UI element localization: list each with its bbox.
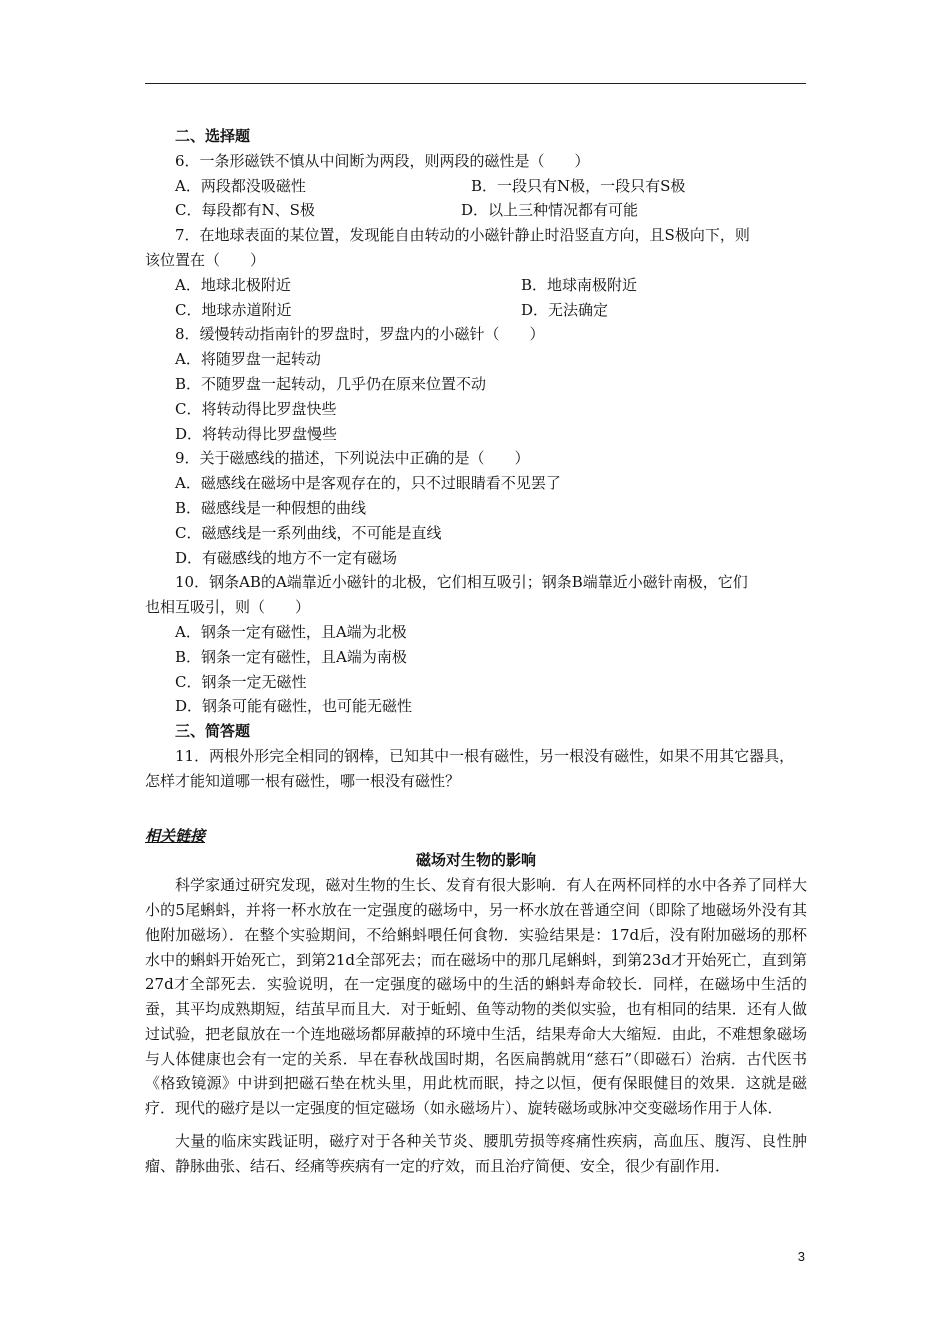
option-c: C．地球赤道附近 [175, 300, 292, 319]
article-paragraph-1: 科学家通过研究发现，磁对生物的生长、发育有很大影响．有人在两杯同样的水中各养了同样大小的5尾蝌蚪，并将一杯水放在一定强度的磁场中，另一杯水放在普通空间（即除了地磁场外没有其他附加磁场）．在整个实验期间，不给蝌蚪喂任何食物．实验结果是：17d后，没有附加磁场的那杯水中的蝌蚪开始死亡，到第21d全部死去；而在磁场中的那几尾蝌蚪，到第23d才开始死亡，直到第27d才全部死去．实验说明，在一定强度的磁场中的生活的蝌蚪寿命较长．同样，在磁场中生活的蚕，其平均成熟期短，结茧早而且大．对于蚯蚓、鱼等动物的类似实验，也有相同的结果．还有人做过试验，把老鼠放在一个连地磁场都屏蔽掉的环境中生活，结果寿命大大缩短．由此，不难想象磁场与人体健康也会有一定的关系．早在春秋战国时期，名医扁鹊就用“慈石”（即磁石）治病．古代医书《格致镜源》中讲到把磁石垫在枕头里，用此枕而眠，持之以恒，便有保眼健目的效果．这就是磁疗．现代的磁疗是以一定强度的恒定磁场（如永磁场片）、旋转磁场或脉冲交变磁场作用于人体． [145, 876, 807, 1118]
option-a: A．地球北极附近 [175, 275, 291, 294]
option-b: B．不随罗盘一起转动，几乎仍在原来位置不动 [175, 374, 487, 393]
option-a: A．磁感线在磁场中是客观存在的，只不过眼睛看不见罢了 [175, 474, 561, 493]
article-title: 磁场对生物的影响 [415, 851, 536, 870]
option-d: D．钢条可能有磁性，也可能无磁性 [175, 697, 413, 716]
question-9-stem: 9．关于磁感线的描述，下列说法中正确的是（ ） [175, 449, 530, 468]
header-rule [145, 83, 806, 84]
question-6-options-row2 [145, 198, 807, 223]
option-c: C．每段都有N、S极 [175, 201, 315, 220]
option-c: C．磁感线是一系列曲线，不可能是直线 [175, 523, 442, 542]
question-8-stem: 8．缓慢转动指南针的罗盘时，罗盘内的小磁针（ ） [175, 325, 545, 344]
option-b: B．一段只有N极，一段只有S极 [471, 176, 686, 195]
question-7-stem-line1: 7．在地球表面的某位置，发现能自由转动的小磁针静止时沿竖直方向，且S极向下，则 [175, 226, 750, 245]
article-paragraph-2: 大量的临床实践证明，磁疗对于各种关节炎、腰肌劳损等疼痛性疾病，高血压、腹泻、良性肿瘤、静脉曲张、结石、经痛等疾病有一定的疗效，而且治疗简便、安全，很少有副作用． [145, 1132, 807, 1175]
page-number: 3 [797, 1249, 805, 1264]
related-links-heading: 相关链接 [145, 826, 206, 845]
question-7-options-row1 [145, 273, 807, 298]
option-b: B．钢条一定有磁性，且A端为南极 [175, 647, 407, 666]
page-content [145, 124, 807, 1179]
question-11-stem: 11．两根外形完全相同的钢棒，已知其中一根有磁性，另一根没有磁性，如果不用其它器具，怎样才能知道哪一根有磁性，哪一根没有磁性？ [145, 746, 795, 790]
option-d: D．有磁感线的地方不一定有磁场 [175, 548, 398, 567]
option-a: A．将随罗盘一起转动 [175, 350, 321, 369]
question-10-stem-line2: 也相互吸引，则（ ） [145, 598, 311, 617]
option-c: C．将转动得比罗盘快些 [175, 399, 337, 418]
option-b: B．磁感线是一种假想的曲线 [175, 498, 367, 517]
option-d: D．以上三种情况都有可能 [461, 201, 639, 220]
option-c: C．钢条一定无磁性 [175, 672, 307, 691]
section-title-choice: 二、选择题 [175, 127, 251, 145]
question-7-stem-line2: 该位置在（ ） [145, 250, 266, 269]
option-d: D．将转动得比罗盘慢些 [175, 424, 338, 443]
question-7-options-row2 [145, 298, 807, 323]
question-6-stem: 6．一条形磁铁不慎从中间断为两段，则两段的磁性是（ ） [175, 151, 590, 170]
question-10-stem-line1: 10．钢条AB的A端靠近小磁针的北极，它们相互吸引；钢条B端靠近小磁针南极，它们 [175, 573, 748, 592]
section-title-short-answer: 三、简答题 [175, 722, 251, 741]
option-a: A．钢条一定有磁性，且A端为北极 [175, 622, 407, 641]
option-b: B．地球南极附近 [521, 275, 638, 294]
option-d: D．无法确定 [521, 300, 609, 319]
question-6-options-row1 [145, 174, 807, 199]
option-a: A．两段都没吸磁性 [175, 176, 306, 195]
